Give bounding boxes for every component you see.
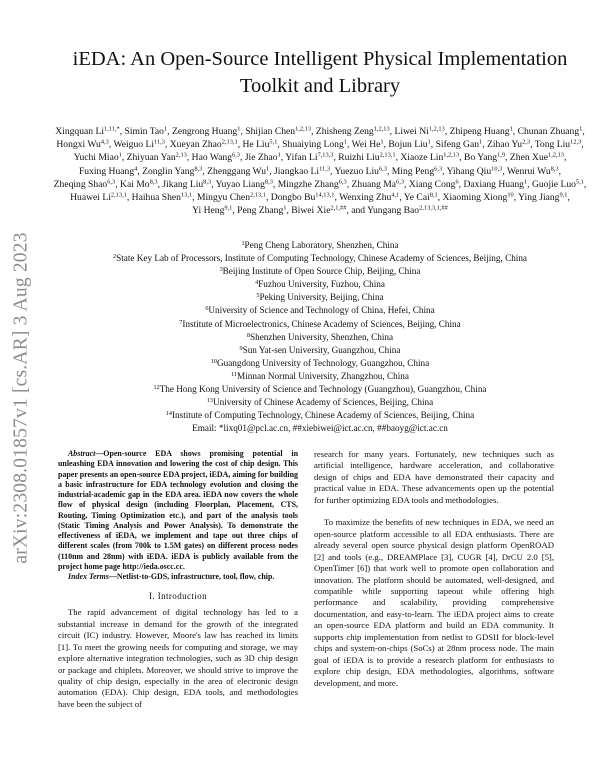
author-name: Yuyao Liang$^{8,3}$ <box>215 178 273 190</box>
author-name: Zheqing Shao$^{6,3}$ <box>53 178 116 190</box>
affiliation-text: Guangdong University of Technology, Guangzhou, China <box>217 357 430 368</box>
affiliation-number: 12 <box>153 384 160 392</box>
author-affiliation-marker: 2,13 <box>175 151 187 159</box>
affiliation-text: Minnan Normal University, Zhangzhou, China <box>237 370 409 381</box>
body-paragraph-continued: research for many years. Fortunately, new techniques such as artificial intelligence, hardware acceleration, and collaborative design of chips and EDA have demonstrated their capacity and practical value in EDA. These advancements open up the potential for further optimizing EDA tools and methodologies. <box>314 449 554 505</box>
author-affiliation-marker: 1,9 <box>497 151 506 159</box>
affiliation-line <box>50 252 590 265</box>
affiliation-text: Institute of Computing Technology, Chinese Academy of Sciences, Beijing, China <box>171 410 475 421</box>
affiliation-text: State Key Lab of Processors, Institute of Computing Technology, Chinese Academy of Sciences, Beijing, China <box>116 253 528 264</box>
paper-title: iEDA: An Open-Source Intelligent Physical Implementation Toolkit and Library <box>72 48 568 97</box>
author-name: Simin Tao$^1$ <box>124 125 168 137</box>
author-affiliation-marker: 6,3 <box>107 178 116 186</box>
author-name: Zhuang Ma$^{6,3}$ <box>351 178 405 190</box>
right-column <box>314 449 554 689</box>
author-name: Huawei Li$^{2,13,1}$ <box>70 191 127 204</box>
author-name: Bo Yang$^{1,9}$ <box>464 151 506 164</box>
affiliation-line <box>50 383 590 396</box>
author-name: Kai Mo$^{8,3}$ <box>120 178 158 190</box>
author-affiliation-marker: 1 <box>283 204 287 212</box>
author-affiliation-marker: 1,2,13 <box>295 125 312 133</box>
author-affiliation-marker: 2,1,## <box>330 204 347 212</box>
author-name: Sifeng Gan$^1$ <box>435 138 483 151</box>
affiliation-number: 8 <box>246 331 251 339</box>
author-affiliation-marker: 1,2,13 <box>428 125 445 133</box>
left-column <box>58 449 298 710</box>
affiliation-number: 11 <box>231 370 238 378</box>
author-affiliation-marker: 1 <box>118 151 122 159</box>
author-affiliation-marker: 2,13,1 <box>221 138 238 146</box>
affiliation-text: University of Science and Technology of China, Hefei, China <box>208 305 435 316</box>
author-affiliation-marker: 6,3 <box>232 151 241 159</box>
author-name: Wenrui Wu$^{8,3}$ <box>506 165 559 177</box>
author-affiliation-marker: 1 <box>579 125 583 133</box>
author-affiliation-marker: 12,3 <box>570 138 582 146</box>
contact-email: Email: *lixq01@pcl.ac.cn, ##xiebiwei@ict.ac.cn, ##baoyg@ict.ac.cn <box>192 423 448 434</box>
author-affiliation-marker: 6 <box>455 178 459 186</box>
author-affiliation-marker: 1,2,13 <box>443 151 460 159</box>
affiliation-line <box>50 291 590 304</box>
author-name: Bojun Liu$^1$ <box>388 138 431 151</box>
author-affiliation-marker: 8,3 <box>550 165 559 173</box>
author-name: Guojie Luo$^{5,1}$ <box>531 178 584 190</box>
arxiv-stamp <box>2 232 42 564</box>
author-name: Yuezuo Liu$^{6,3}$ <box>334 165 387 177</box>
author-name: Ruizhi Liu$^{2,13,1}$ <box>338 151 396 164</box>
arxiv-stamp-text: arXiv:2308.01857v1 [cs.AR] 3 Aug 2023 <box>11 232 33 564</box>
author-affiliation-marker: 7,13,3 <box>317 151 334 159</box>
affiliation-text: University of Chinese Academy of Sciences, Beijing, China <box>212 397 434 408</box>
author-name: Shijian Chen$^{1,2,13}$ <box>245 125 312 137</box>
author-affiliation-marker: 4,3 <box>100 138 109 146</box>
author-name: Peng Zhang$^1$ <box>237 204 287 217</box>
author-affiliation-marker: 1 <box>343 138 347 146</box>
author-name: Jiangkao Li$^{11,3}$ <box>274 165 331 177</box>
author-list: Xingquan $Li^{1,11,*}$, Simin Tao$^1$, Zengrong Huang$^1$, Shijian Chen$^{1,2,13}$, Zhisheng Zeng$^{1,2,13}$, Liwei Ni$^{1,2,13}$, Zhipeng Huang$^1$, Chunan Zhuang$^1$, Hongxi Wu$^{4,3}$, Weiguo Li$^{11,3}$, Xueyan Zhao$^{2,13,1}$, He Liu$^{5,1}$, Shuaiying Long$^1$, Wei He$^1$, Bojun Liu$^1$, Sifeng Gan$^1$, Zihao Yu$^{2,3}$, Tong Liu$^{12,3}$, Yuchi Miao$^1$, Zhiyuan Yan$^{2,13}$, Hao Wang$^{6,3}$, Jie Zhao$^1$, Yifan Li$^{7,13,3}$, Ruizhi Liu$^{2,13,1}$, Xiaoze Lin$^{1,2,13}$, Bo Yang$^{1,9}$, Zhen Xue$^{1,2,13}$, Fuxing Huang$^4$, Zonglin Yang$^{8,3}$, Zhenggang Wu$^1$, Jiangkao Li$^{11,3}$, Yuezuo Liu$^{6,3}$, Ming Peng$^{6,3}$, Yihang Qiu$^{10,3}$, Wenrui Wu$^{8,3}$, Zheqing Shao$^{6,3}$, Kai Mo$^{8,3}$, Jikang Liu$^{8,3}$, Yuyao Liang$^{8,3}$, Mingzhe Zhang$^{6,3}$, Zhuang Ma$^{6,3}$, Xiang Cong$^6$, Daxiang Huang$^1$, Guojie Luo$^{5,1}$, Huawei Li$^{2,13,1}$, Haihua Shen$^{13,1}$, Mingyu Chen$^{2,13,1}$, Dongbo Bu$^{14,13,1}$, Wenxing Zhu$^{4,1}$, Ye Cai$^{8,1}$, Xiaoming Xiong$^{10}$, Ying Jiang$^{9,1}$, Yi Heng$^{9,1}$, Peng Zhang$^1$, Biwei Xie$^{2,1,\#\#}$, and Yungang Bao$^{2,13,3,1,\#\#}$ <box>53 125 587 217</box>
affiliation-line <box>50 409 590 422</box>
author-name: Zengrong Huang$^1$ <box>171 125 241 137</box>
author-name: Chunan Zhuang$^1$ <box>517 125 583 137</box>
author-affiliation-marker: 4 <box>134 165 138 173</box>
author-affiliation-marker: 1 <box>266 165 270 173</box>
author-name: Ming Peng$^{6,3}$ <box>391 165 443 177</box>
abstract <box>58 449 298 572</box>
author-affiliation-marker: 11,3 <box>154 138 165 146</box>
section-heading-introduction: I. Introduction <box>149 591 207 602</box>
affiliation-text: Sun Yat-sen University, Guangzhou, China <box>242 344 401 355</box>
affiliation-line <box>50 396 590 409</box>
author-name: Xiaoze Lin$^{1,2,13}$ <box>400 151 460 164</box>
author-name: Dongbo Bu$^{14,13,1}$ <box>270 191 335 204</box>
author-name: Zhiyuan Yan$^{2,13}$ <box>126 151 187 164</box>
author-affiliation-marker: 6,3 <box>338 178 347 186</box>
author-name: Hongxi Wu$^{4,3}$ <box>56 138 109 151</box>
author-name: Mingzhe Zhang$^{6,3}$ <box>277 178 347 190</box>
affiliation-text: Peking University, Beijing, China <box>259 292 384 303</box>
author-affiliation-marker: 1,2,13 <box>548 151 564 159</box>
affiliation-line <box>50 278 590 291</box>
affiliation-number: 4 <box>255 279 259 287</box>
author-name: Xiang Cong$^6$ <box>408 178 459 190</box>
author-affiliation-marker: 2,13,3,1,## <box>419 204 448 212</box>
author-affiliation-marker: 2,13,1 <box>250 191 266 199</box>
author-name: Wei He$^1$ <box>351 138 384 151</box>
affiliation-number: 13 <box>206 397 213 405</box>
author-affiliation-marker: 8,3 <box>203 178 212 186</box>
author-name: Hao Wang$^{6,3}$ <box>191 151 241 164</box>
author-affiliation-marker: 5,1 <box>269 138 278 146</box>
author-name: Jie Zhao$^1$ <box>244 151 281 164</box>
author-name: Ying Jiang$^{9,1}$ <box>518 191 568 204</box>
author-name: Haihua Shen$^{13,1}$ <box>131 191 193 204</box>
affiliation-number: 6 <box>205 305 209 313</box>
author-name: Shuaiying Long$^1$ <box>282 138 347 151</box>
author-affiliation-marker: 6,3 <box>434 165 443 173</box>
affiliation-list <box>50 239 590 435</box>
affiliation-line <box>50 265 590 278</box>
author-name: Biwei Xie$^{2,1,\#\#}$ <box>291 204 347 217</box>
affiliation-number: 3 <box>219 266 223 274</box>
index-terms-text: —Netlist-to-GDS, infrastructure, tool, flow, chip. <box>108 572 275 581</box>
affiliation-number: 1 <box>241 240 245 247</box>
affiliation-text: Institute of Microelectronics, Chinese Academy of Sciences, Beijing, China <box>182 318 461 329</box>
affiliation-text: Beijing Institute of Open Source Chip, Beijing, China <box>222 266 421 277</box>
author-name: Wenxing Zhu$^{4,1}$ <box>339 191 400 204</box>
author-name: Yifan Li$^{7,13,3}$ <box>285 151 334 164</box>
author-name: Tong Liu$^{12,3}$ <box>534 138 582 151</box>
author-affiliation-marker: 4,1 <box>391 191 400 199</box>
affiliation-line <box>50 304 590 317</box>
affiliation-number: 9 <box>239 344 243 352</box>
author-affiliation-marker: 14,13,1 <box>315 191 335 199</box>
affiliation-number: 2 <box>112 253 117 261</box>
author-affiliation-marker: 2,13,1 <box>110 191 127 199</box>
author-name: Ye Cai$^{8,1}$ <box>403 191 438 204</box>
author-affiliation-marker: 1 <box>509 125 513 133</box>
author-name: Xiaoming Xiong$^{10}$ <box>442 191 514 204</box>
affiliation-line <box>50 331 590 344</box>
author-affiliation-marker: 1 <box>277 151 281 159</box>
author-name: Yihang Qiu$^{10,3}$ <box>446 165 503 177</box>
body-paragraph: To maximize the benefits of new techniques in EDA, we need an open-source platform accessible to all EDA enthusiasts. There are already several open source physical design platform OpenROAD [2] and tools (e.g., DREAMPlace [3], CUGR [4], DrCU 2.0 [5], OpenTimer [6]) that work well to promote open collaboration and innovation. The platform should be automated, well-designed, and compatible while supporting tapeout while offering high performance and scalability, providing comprehensive documentation, and easy-to-learn. The iEDA project aims to create an open-source EDA platform and build an EDA community. It supports chip implementation from netlist to GDSII for block-level chips and system-on-chips (SoCs) at 28nm process node. The main goal of iEDA is to provide a research platform for enthusiasts to explore chip design, EDA methodologies, algorithms, software development, and more. <box>314 517 554 688</box>
author-affiliation-marker: 10 <box>507 191 514 199</box>
author-affiliation-marker: 8,1 <box>429 191 438 199</box>
author-affiliation-marker: 8,3 <box>194 165 203 173</box>
affiliation-number: 7 <box>179 318 183 326</box>
author-affiliation-marker: 9,1 <box>559 191 568 199</box>
intro-paragraph: The rapid advancement of digital technology has led to a substantial increase in demand for the growth of the integrated circuit (IC) industry. However, Moore's law has reached its limits [1]. To meet the growing needs for computing and storage, we may explore alternative integration technologies, such as 3D chip design or package and chiplets. Moreover, we should strive to improve the quality of chip design, especially in the area of electronic design automation (EDA). Chip design, EDA tools, and methodologies have been the subject of <box>58 607 298 709</box>
author-affiliation-marker: 1 <box>427 138 431 146</box>
author-name: Zhenggang Wu$^1$ <box>207 165 270 177</box>
affiliation-text: Fuzhou University, Fuzhou, China <box>258 279 385 290</box>
author-affiliation-marker: 11,3 <box>319 165 331 173</box>
author-name: Xingquan $Li^{1,11,*}$ <box>55 125 120 137</box>
author-affiliation-marker: 2,13,1 <box>379 151 396 159</box>
author-name: Zihao Yu$^{2,3}$ <box>487 138 531 151</box>
author-name: Yi Heng$^{9,1}$ <box>192 204 233 217</box>
affiliation-text: Peng Cheng Laboratory, Shenzhen, China <box>244 240 399 250</box>
author-name: He Liu$^{5,1}$ <box>242 138 278 151</box>
author-name: Zhen Xue$^{1,2,13}$ <box>509 151 564 164</box>
affiliation-number: 14 <box>165 410 172 418</box>
abstract-text: —Open-source EDA shows promising potential in unleashing EDA innovation and lowering the cost of chip design. This paper presents an open-source EDA project, iEDA, aiming for building a basic infrastructure for EDA technology evolution and closing the industrial-academic gap in the EDA area. iEDA now covers the whole flow of physical design (including Floorplan, Placement, CTS, Routing, Timing Optimization etc.), and part of the analysis tools (Static Timing Analysis and Power Analysis). To demonstrate the effectiveness of iEDA, we implement and tape out three chips of different scales (from 700k to 1.5M gates) on different process nodes (110nm and 28nm) with iEDA. iEDA is publicly available from the project home page http://ieda.oscc.cc. <box>58 449 298 571</box>
author-affiliation-marker: 8,3 <box>264 178 273 186</box>
abstract-label: Abstract <box>68 449 96 458</box>
author-name: Zhipeng Huang$^1$ <box>449 125 513 137</box>
author-affiliation-marker: 6,3 <box>378 165 387 173</box>
author-name: and Yungang Bao$^{2,13,3,1,\#\#}$ <box>351 204 448 217</box>
author-affiliation-marker: 1,2,13 <box>373 125 390 133</box>
affiliation-number: 10 <box>210 357 217 365</box>
author-name: Zonglin Yang$^{8,3}$ <box>142 165 203 177</box>
index-terms-label: Index Terms <box>68 572 109 581</box>
author-affiliation-marker: 9,1 <box>224 204 233 212</box>
author-affiliation-marker: 13,1 <box>180 191 193 199</box>
author-affiliation-marker: 1 <box>237 125 241 133</box>
author-name: Liwei Ni$^{1,2,13}$ <box>394 125 445 137</box>
author-affiliation-marker: 8,3 <box>149 178 158 186</box>
affiliation-number: 5 <box>256 292 260 300</box>
author-affiliation-marker: 1,11,* <box>104 125 120 133</box>
author-affiliation-marker: 10,3 <box>491 165 503 173</box>
author-name: Mingyu Chen$^{2,13,1}$ <box>196 191 266 204</box>
author-name: Jikang Liu$^{8,3}$ <box>162 178 212 190</box>
author-name: Weiguo Li$^{11,3}$ <box>113 138 165 151</box>
author-affiliation-marker: 2,3 <box>522 138 531 146</box>
author-affiliation-marker: 6,3 <box>396 178 405 186</box>
author-name: Fuxing Huang$^4$ <box>78 165 138 177</box>
author-affiliation-marker: 1 <box>163 125 168 133</box>
author-name: Daxiang Huang$^1$ <box>463 178 528 190</box>
author-affiliation-marker: 1 <box>380 138 384 146</box>
affiliation-text: The Hong Kong University of Science and Technology (Guangzhou), Guangzhou, China <box>159 384 487 395</box>
author-name: Yuchi Miao$^1$ <box>73 151 122 164</box>
author-affiliation-marker: 1 <box>479 138 483 146</box>
affiliation-line <box>50 239 590 252</box>
affiliation-text: Shenzhen University, Shenzhen, China <box>250 331 394 342</box>
affiliation-line <box>50 357 590 370</box>
author-affiliation-marker: 5,1 <box>575 178 584 186</box>
index-terms <box>58 572 298 582</box>
affiliation-line <box>50 344 590 357</box>
affiliation-line <box>50 318 590 331</box>
author-name: Zhisheng Zeng$^{1,2,13}$ <box>315 125 390 137</box>
affiliation-line <box>50 370 590 383</box>
author-affiliation-marker: 1 <box>523 178 528 186</box>
author-name: Xueyan Zhao$^{2,13,1}$ <box>169 138 238 151</box>
